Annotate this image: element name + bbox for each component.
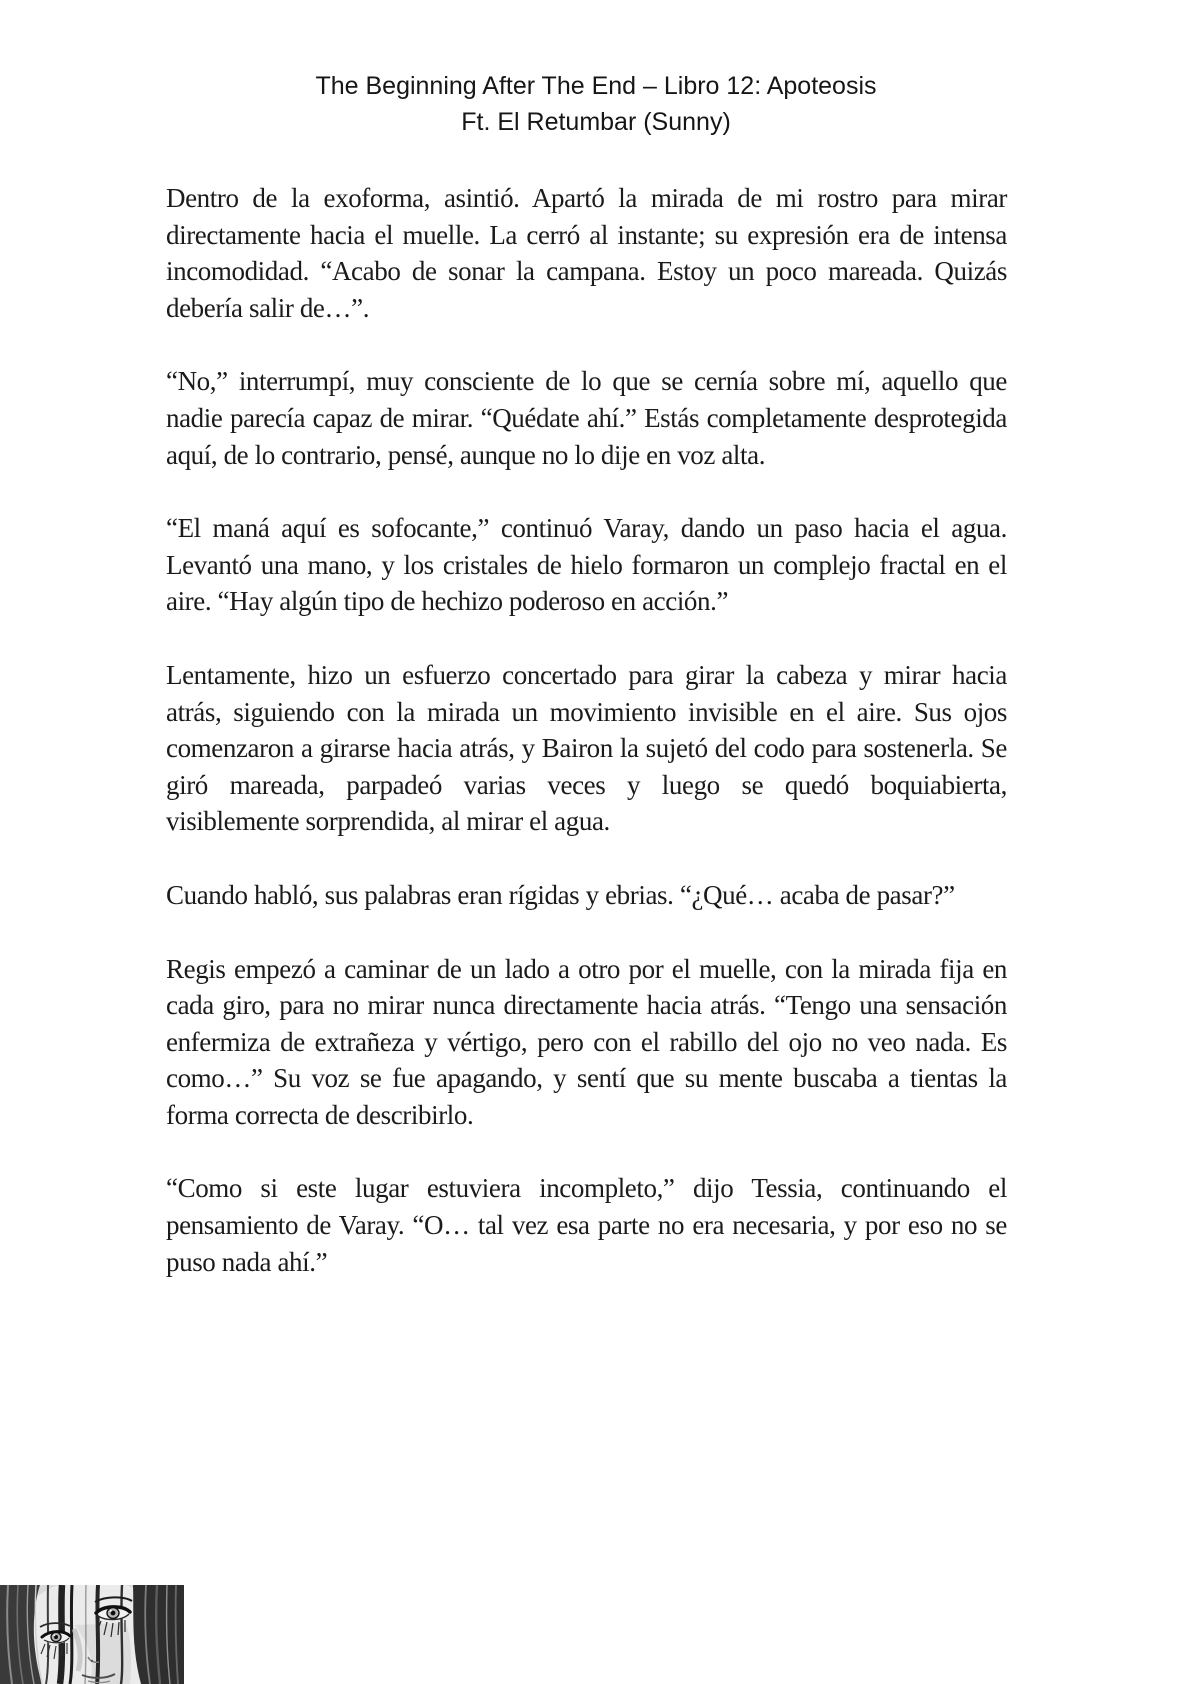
paragraph: Lentamente, hizo un esfuerzo concertado para girar la cabeza y mirar hacia atrás, siguiendo con la mirada un movimiento invisible en el aire. Sus ojos comenzaron a girarse hacia atrás, y Bairon la sujetó del codo para sostenerla. Se giró mareada, parpadeó varias veces y luego se quedó boquiabierta, visiblemente sorprendida, al mirar el agua. xyxy=(166,659,1007,837)
paragraph: “El maná aquí es sofocante,” continuó Varay, dando un paso hacia el agua. Levantó una mano, y los cristales de hielo formaron un complejo fractal en el aire. “Hay algún tipo de hechizo poderoso en acción.” xyxy=(166,513,1007,617)
paragraph: “No,” interrumpí, muy consciente de lo que se cernía sobre mí, aquello que nadie parecía capaz de mirar. “Quédate ahí.” Estás completamente desprotegida aquí, de lo contrario, pensé, aunque no lo dije en voz alta. xyxy=(166,366,1007,470)
document-title-block xyxy=(0,0,1192,140)
paragraph: “Como si este lugar estuviera incompleto,” dijo Tessia, continuando el pensamiento de Varay. “O… tal vez esa parte no era necesaria, y por eso no se puso nada ahí.” xyxy=(166,1173,1007,1277)
document-body xyxy=(166,180,1007,1280)
paragraph: Regis empezó a caminar de un lado a otro por el muelle, con la mirada fija en cada giro, para no mirar nunca directamente hacia atrás. “Tengo una sensación enfermiza de extrañeza y vértigo, pero con el rabillo del ojo no veo nada. Es como…” Su voz se fue apagando, y sentí que su mente buscaba a tientas la forma correcta de describirlo. xyxy=(166,953,1007,1130)
paragraph: Dentro de la exoforma, asintió. Apartó la mirada de mi rostro para mirar directamente hacia el muelle. La cerró al instante; su expresión era de intensa incomodidad. “Acabo de sonar la campana. Estoy un poco mareada. Quizás debería salir de…”. xyxy=(166,183,1007,323)
page-subtitle: Ft. El Retumbar (Sunny) xyxy=(461,108,731,136)
page-title: The Beginning After The End – Libro 12: Apoteosis xyxy=(315,72,877,100)
paragraph: Cuando habló, sus palabras eran rígidas y ebrias. “¿Qué… acaba de pasar?” xyxy=(166,879,955,910)
manga-face-drawing xyxy=(0,1585,184,1684)
manga-face-illustration xyxy=(0,1585,184,1684)
